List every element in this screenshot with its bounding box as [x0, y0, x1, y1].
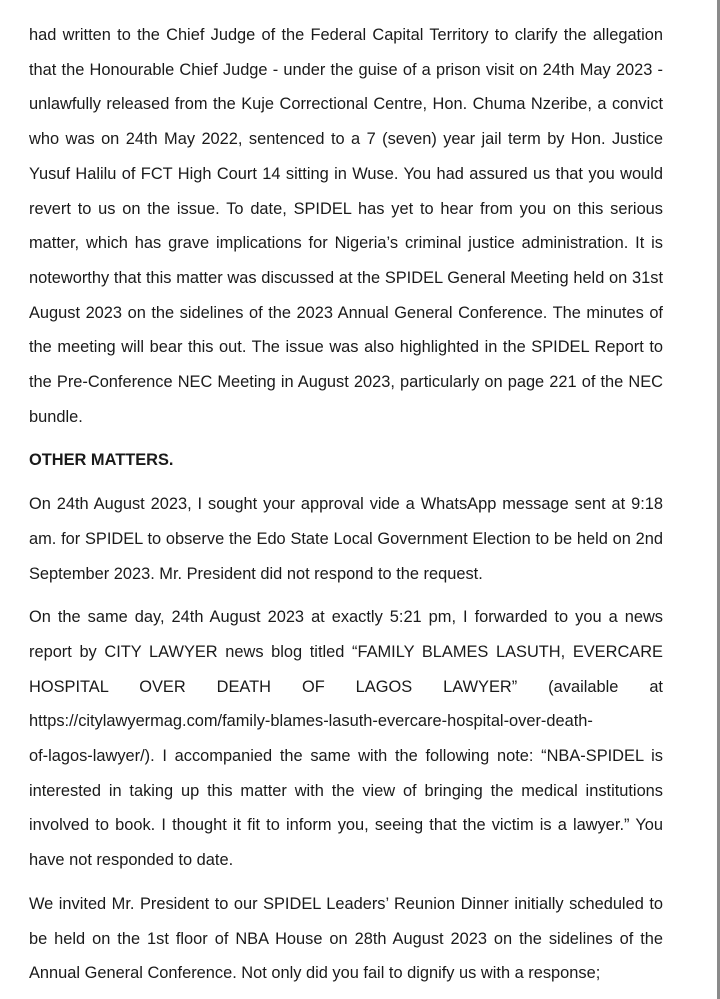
document-body	[29, 18, 663, 991]
paragraph-city-lawyer-text: On the same day, 24th August 2023 at exactly 5:21 pm, I forwarded to you a news report by CITY LAWYER news blog titled “FAMILY BLAMES LASUTH, EVERCARE HOSPITAL OVER DEATH OF LAGOS LAWYER” (available at	[29, 608, 663, 696]
paragraph-edo-election: On 24th August 2023, I sought your approval vide a WhatsApp message sent at 9:18 am. for SPIDEL to observe the Edo State Local Government Election to be held on 2nd September 2023. Mr. President did not respond to the request.	[29, 495, 663, 583]
paragraph-reunion-dinner: We invited Mr. President to our SPIDEL Leaders’ Reunion Dinner initially scheduled to be held on the 1st floor of NBA House on 28th August 2023 on the sidelines of the Annual General Conference. Not only did you fail to dignify us with a response;	[29, 894, 663, 983]
section-heading-other-matters: OTHER MATTERS.	[29, 451, 174, 470]
article-link[interactable]: https://citylawyermag.com/family-blames-lasuth-evercare-hospital-over-death-	[29, 712, 593, 731]
paragraph-kuje-release: had written to the Chief Judge of the Federal Capital Territory to clarify the allegation that the Honourable Chief Judge - under the guise of a prison visit on 24th May 2023 -unlawfully released from the Kuje Correctional Centre, Hon. Chuma Nzeribe, a convict who was on 24th May 2022, sentenced to a 7 (seven) year jail term by Hon. Justice Yusuf Halilu of FCT High Court 14 sitting in Wuse. You had assured us that you would revert to us on the issue. To date, SPIDEL has yet to hear from you on this serious matter, which has grave implications for Nigeria’s criminal justice administration. It is noteworthy that this matter was discussed at the SPIDEL General Meeting held on 31st August 2023 on the sidelines of the 2023 Annual General Conference. The minutes of the meeting will bear this out. The issue was also highlighted in the SPIDEL Report to the Pre-Conference NEC Meeting in August 2023, particularly on page 221 of the NEC bundle.	[29, 26, 663, 426]
paragraph-city-lawyer-report	[29, 600, 663, 878]
paragraph-city-lawyer-note: of-lagos-lawyer/). I accompanied the same with the following note: “NBA-SPIDEL is interested in taking up this matter with the view of bringing the medical institutions involved to book. I thought it fit to inform you, seeing that the victim is a lawyer.” You have not responded to date.	[29, 747, 663, 870]
